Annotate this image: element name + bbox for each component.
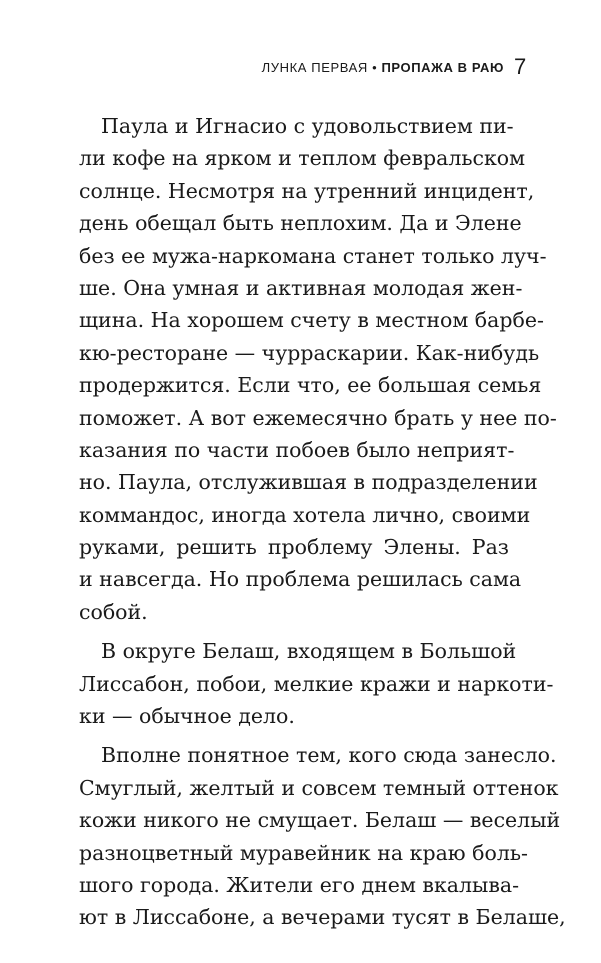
text-line: щина. На хорошем счету в местном барбе- xyxy=(79,308,544,333)
text-line: ше. Она умная и активная молодая жен- xyxy=(79,275,523,300)
chapter-label: ЛУНКА ПЕРВАЯ xyxy=(261,60,368,75)
text-line: Смуглый, желтый и совсем темный оттенок xyxy=(79,775,559,800)
text-line: но. Паула, отслужившая в подразделении xyxy=(79,470,538,495)
text-line: коммандос, иногда хотела лично, своими xyxy=(79,502,531,527)
text-line: ют в Лиссабоне, а вечерами тусят в Белаше, xyxy=(79,905,566,930)
chapter-title: ПРОПАЖА В РАЮ xyxy=(381,60,504,75)
text-line: ли кофе на ярком и теплом февральском xyxy=(79,146,526,171)
text-line: Паула и Игнасио с удовольствием пи- xyxy=(101,114,514,138)
text-line: разноцветный муравейник на краю боль- xyxy=(79,840,528,865)
text-line: продержится. Если что, ее большая семья xyxy=(79,373,542,398)
text-line: солнце. Несмотря на утренний инцидент, xyxy=(79,178,535,203)
running-head xyxy=(262,58,504,78)
paragraph xyxy=(79,635,554,732)
body-text xyxy=(79,110,566,934)
text-line: кожи никого не смущает. Белаш — веселый xyxy=(79,808,561,833)
text-line: собой. xyxy=(79,599,148,624)
paragraph xyxy=(79,110,557,628)
text-line: и навсегда. Но проблема решилась сама xyxy=(79,567,522,592)
text-line: Лиссабон, побои, мелкие кражи и наркоти- xyxy=(79,671,554,696)
text-line: кю-ресторане — чурраскарии. Как-нибудь xyxy=(79,340,540,365)
text-line: В округе Белаш, входящем в Большой xyxy=(101,639,517,664)
text-line: поможет. А вот ежемесячно брать у нее по- xyxy=(79,405,557,430)
text-line: руками, решить проблему Элены. Раз xyxy=(79,535,509,560)
text-line: день обещал быть неплохим. Да и Элене xyxy=(79,211,522,236)
text-line: шого города. Жители его днем вкалыва- xyxy=(79,872,520,897)
page-number: 7 xyxy=(514,54,527,79)
text-line: Вполне понятное тем, кого сюда занесло. xyxy=(101,743,557,768)
text-line: казания по части побоев было неприят- xyxy=(79,437,515,462)
text-line: без ее мужа-наркомана станет только луч- xyxy=(79,243,547,268)
paragraph xyxy=(79,739,566,933)
text-line: ки — обычное дело. xyxy=(79,704,295,729)
separator-dot: • xyxy=(372,60,378,75)
